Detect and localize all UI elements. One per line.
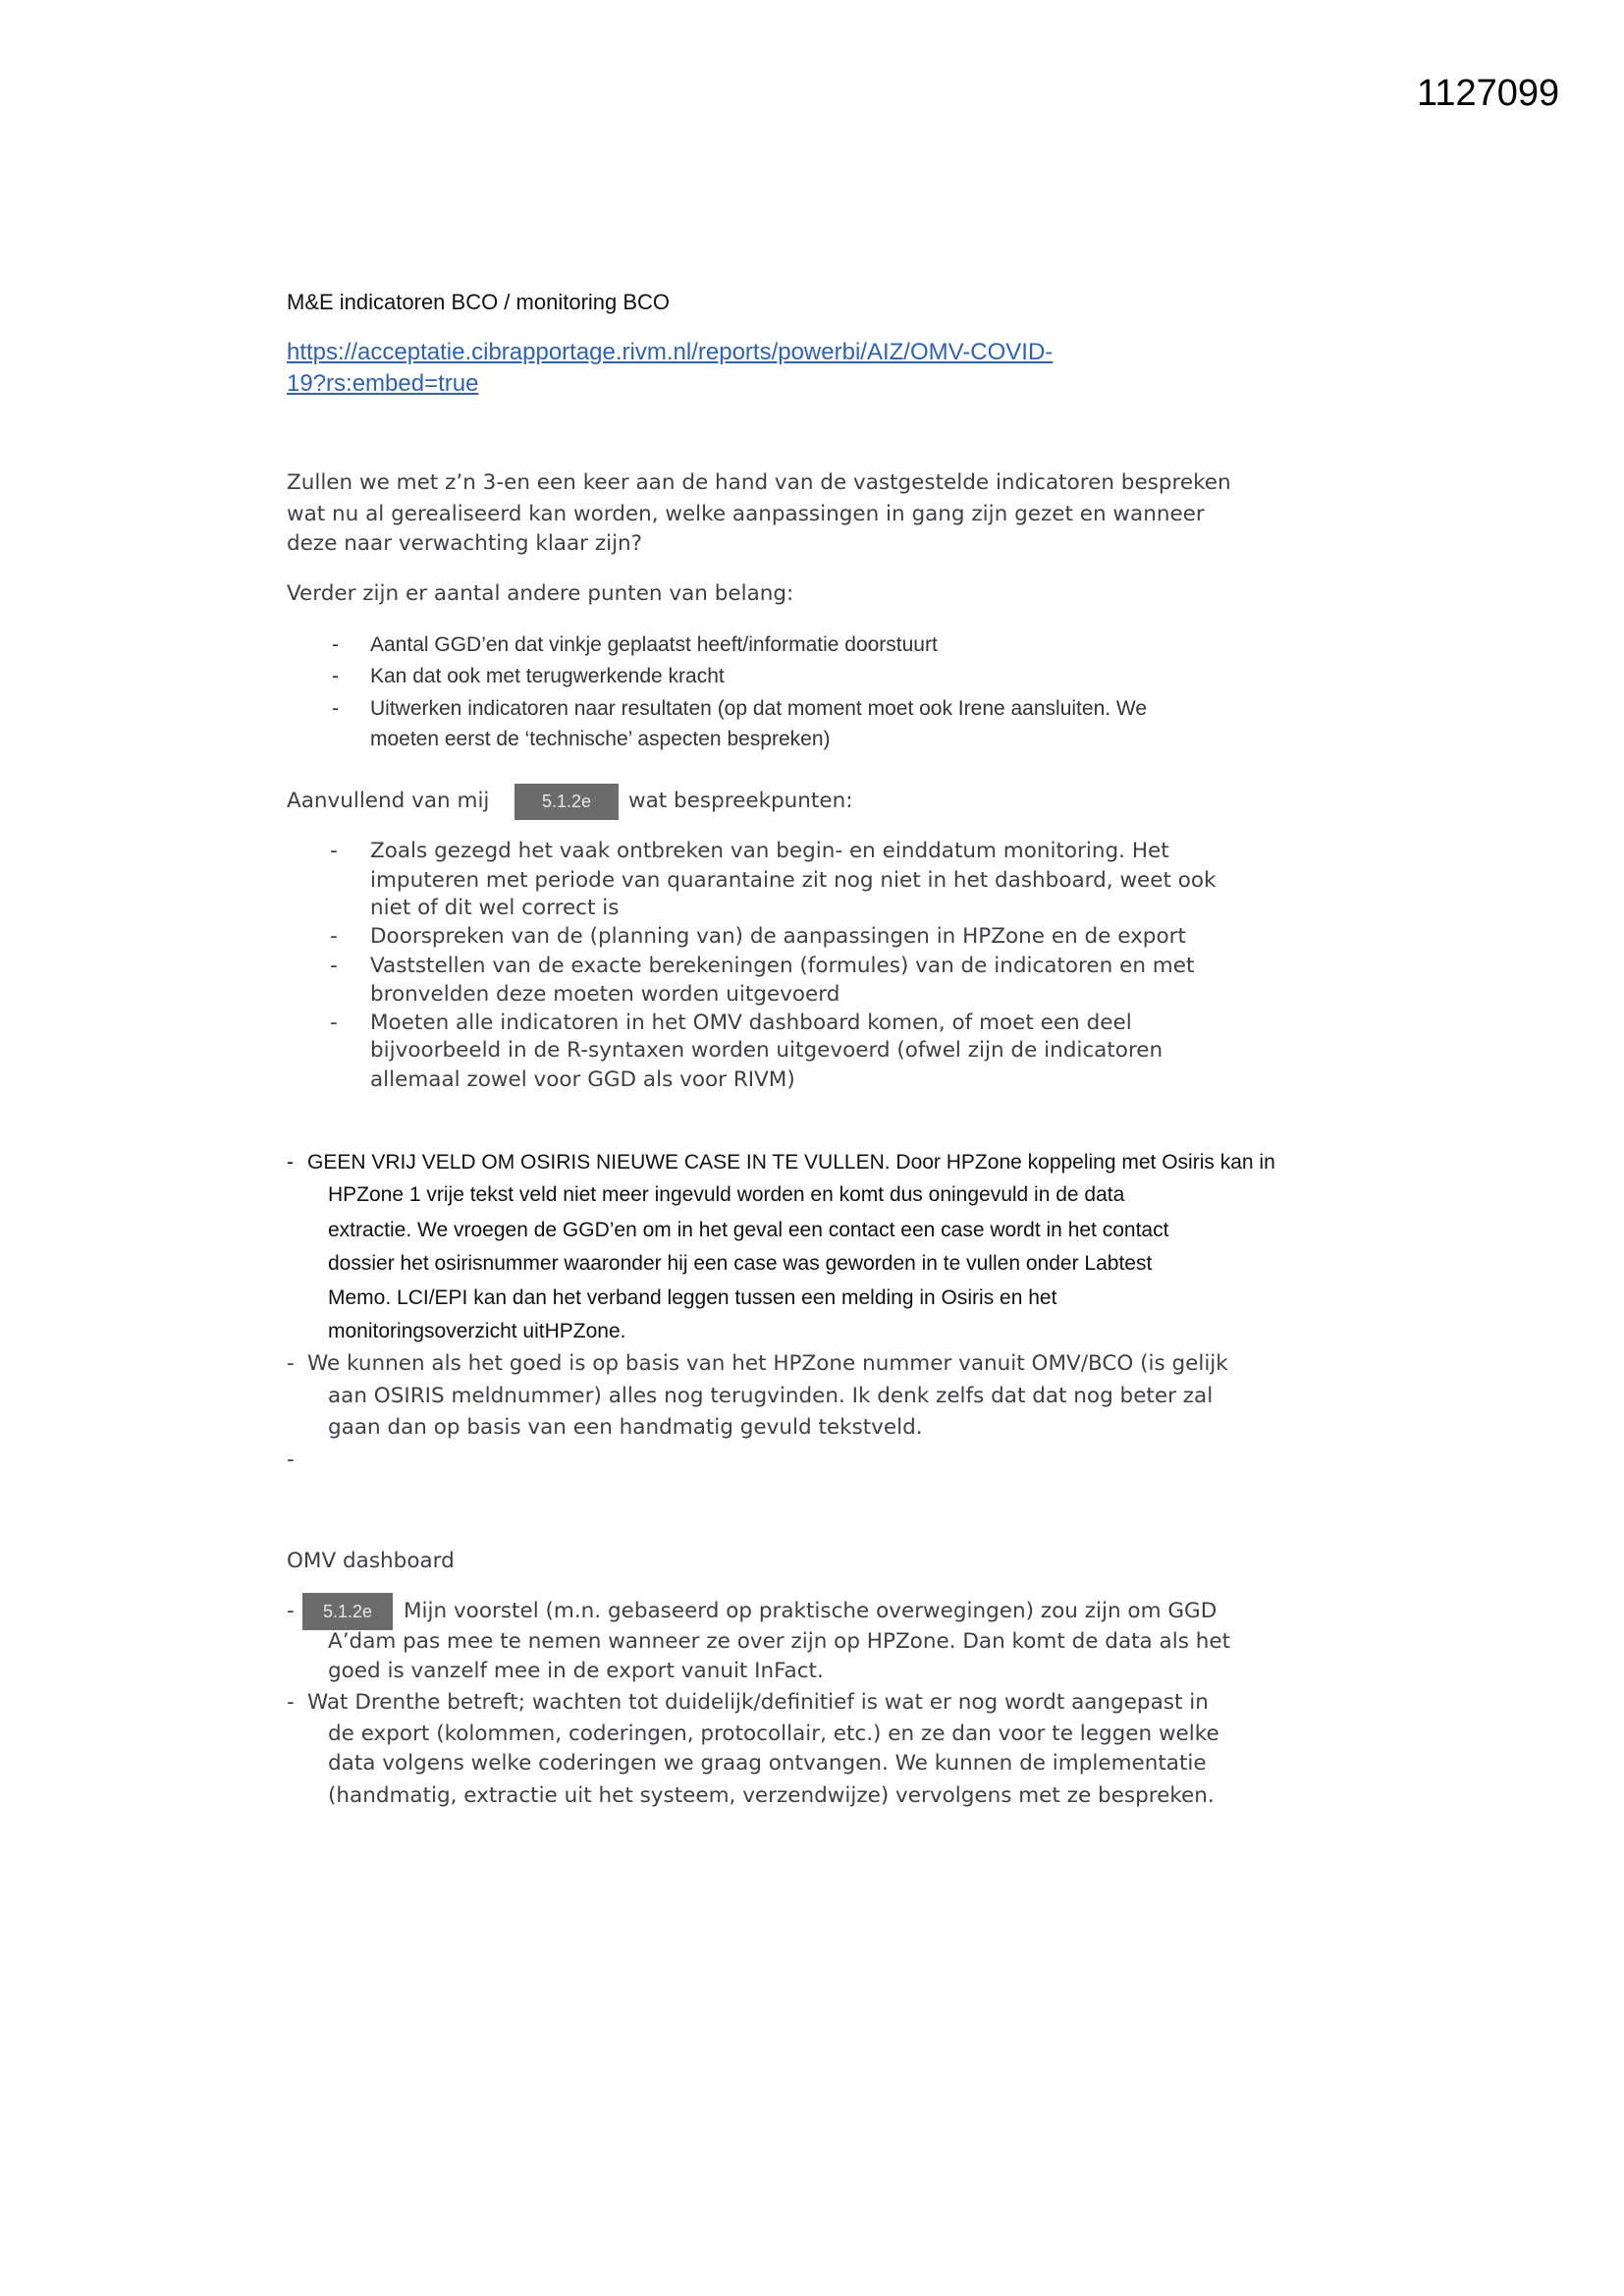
omv1-line: A’dam pas mee te nemen wanneer ze over zijn op HPZone. Dan komt de data als het	[328, 1629, 1231, 1654]
bullet-text: Kan dat ook met terugwerkende kracht	[370, 665, 725, 687]
osiris-line: monitoringsoverzicht uitHPZone.	[328, 1320, 626, 1342]
bullet-dash: -	[330, 954, 338, 978]
bullet-text: niet of dit wel correct is	[370, 896, 620, 920]
redaction-box: 5.1.2e	[302, 1593, 393, 1630]
osiris-line: GEEN VRIJ VELD OM OSIRIS NIEUWE CASE IN TE VULLEN. Door HPZone koppeling met Osiris kan in	[307, 1151, 1275, 1174]
bullet-text: Uitwerken indicatoren naar resultaten (op dat moment moet ook Irene aansluiten. We	[370, 697, 1148, 720]
bullet-dash: -	[287, 1690, 295, 1715]
aanvullend-after: wat bespreekpunten:	[628, 789, 853, 813]
bullet-dash: -	[332, 697, 339, 720]
bullet-dash: -	[287, 1599, 295, 1623]
report-link[interactable]: https://acceptatie.cibrapportage.rivm.nl/reports/powerbi/AIZ/OMV-COVID-	[287, 339, 1054, 365]
kunnen-line: gaan dan op basis van een handmatig gevuld tekstveld.	[328, 1415, 923, 1440]
osiris-line: Memo. LCI/EPI kan dan het verband leggen tussen een melding in Osiris en het	[328, 1286, 1057, 1309]
bullet-text: bronvelden deze moeten worden uitgevoerd	[370, 982, 840, 1007]
bullet-text: imputeren met periode van quarantaine zit nog niet in het dashboard, weet ook	[370, 868, 1217, 893]
omv2-line: Wat Drenthe betreft; wachten tot duidelijk/definitief is wat er nog wordt aangepast in	[307, 1690, 1209, 1715]
osiris-line: dossier het osirisnummer waaronder hij een case was geworden in te vullen onder Labtest	[328, 1252, 1153, 1275]
kunnen-line: We kunnen als het goed is op basis van het HPZone nummer vanuit OMV/BCO (is gelijk	[307, 1351, 1228, 1376]
omv2-line: (handmatig, extractie uit het systeem, verzendwijze) vervolgens met ze bespreken.	[328, 1783, 1215, 1808]
document-number: 1127099	[1417, 73, 1560, 114]
omv2-line: de export (kolommen, coderingen, protocollair, etc.) en ze dan voor te leggen welke	[328, 1722, 1219, 1746]
kunnen-line: aan OSIRIS meldnummer) alles nog terugvinden. Ik denk zelfs dat dat nog beter zal	[328, 1384, 1214, 1408]
omv1-line: goed is vanzelf mee in de export vanuit InFact.	[328, 1659, 824, 1683]
bullet-dash: -	[332, 665, 339, 687]
bullet-text: Vaststellen van de exacte berekeningen (formules) van de indicatoren en met	[370, 954, 1195, 978]
bullet-text: Doorspreken van de (planning van) de aanpassingen in HPZone en de export	[370, 924, 1186, 949]
bullet-dash: -	[330, 839, 338, 863]
omv2-line: data volgens welke coderingen we graag ontvangen. We kunnen de implementatie	[328, 1751, 1207, 1776]
omv1-line: Mijn voorstel (m.n. gebaseerd op praktische overwegingen) zou zijn om GGD	[404, 1599, 1218, 1623]
bullet-dash: -	[330, 924, 338, 949]
bullet-text: allemaal zowel voor GGD als voor RIVM)	[370, 1067, 795, 1092]
intro-line: Zullen we met z’n 3-en een keer aan de hand van de vastgestelde indicatoren bespreken	[287, 470, 1231, 495]
intro-line: deze naar verwachting klaar zijn?	[287, 531, 643, 556]
bullet-text: Aantal GGD’en dat vinkje geplaatst heeft/informatie doorstuurt	[370, 633, 938, 656]
verder-line: Verder zijn er aantal andere punten van belang:	[287, 581, 794, 606]
aanvullend-before: Aanvullend van mij	[287, 789, 490, 813]
intro-line: wat nu al gerealiseerd kan worden, welke aanpassingen in gang zijn gezet en wanneer	[287, 502, 1205, 526]
redaction-box: 5.1.2e	[514, 784, 619, 820]
omv-heading: OMV dashboard	[287, 1549, 455, 1573]
bullet-dash: -	[332, 633, 339, 656]
bullet-dash: -	[330, 1011, 338, 1035]
osiris-line: HPZone 1 vrije tekst veld niet meer ingevuld worden en komt dus oningevuld in de data	[328, 1183, 1125, 1206]
osiris-line: extractie. We vroegen de GGD’en om in het geval een contact een case wordt in het contact	[328, 1219, 1169, 1241]
bullet-text: bijvoorbeeld in de R-syntaxen worden uitgevoerd (ofwel zijn de indicatoren	[370, 1038, 1164, 1063]
bullet-dash: -	[287, 1151, 294, 1174]
empty-bullet-dash: -	[287, 1448, 295, 1472]
bullet-text: moeten eerst de ‘technische’ aspecten bespreken)	[370, 728, 831, 750]
bullet-text: Zoals gezegd het vaak ontbreken van begin- en einddatum monitoring. Het	[370, 839, 1169, 863]
document-title: M&E indicatoren BCO / monitoring BCO	[287, 290, 671, 314]
bullet-dash: -	[287, 1351, 295, 1376]
report-link-cont[interactable]: 19?rs:embed=true	[287, 370, 479, 397]
bullet-text: Moeten alle indicatoren in het OMV dashboard komen, of moet een deel	[370, 1011, 1132, 1035]
